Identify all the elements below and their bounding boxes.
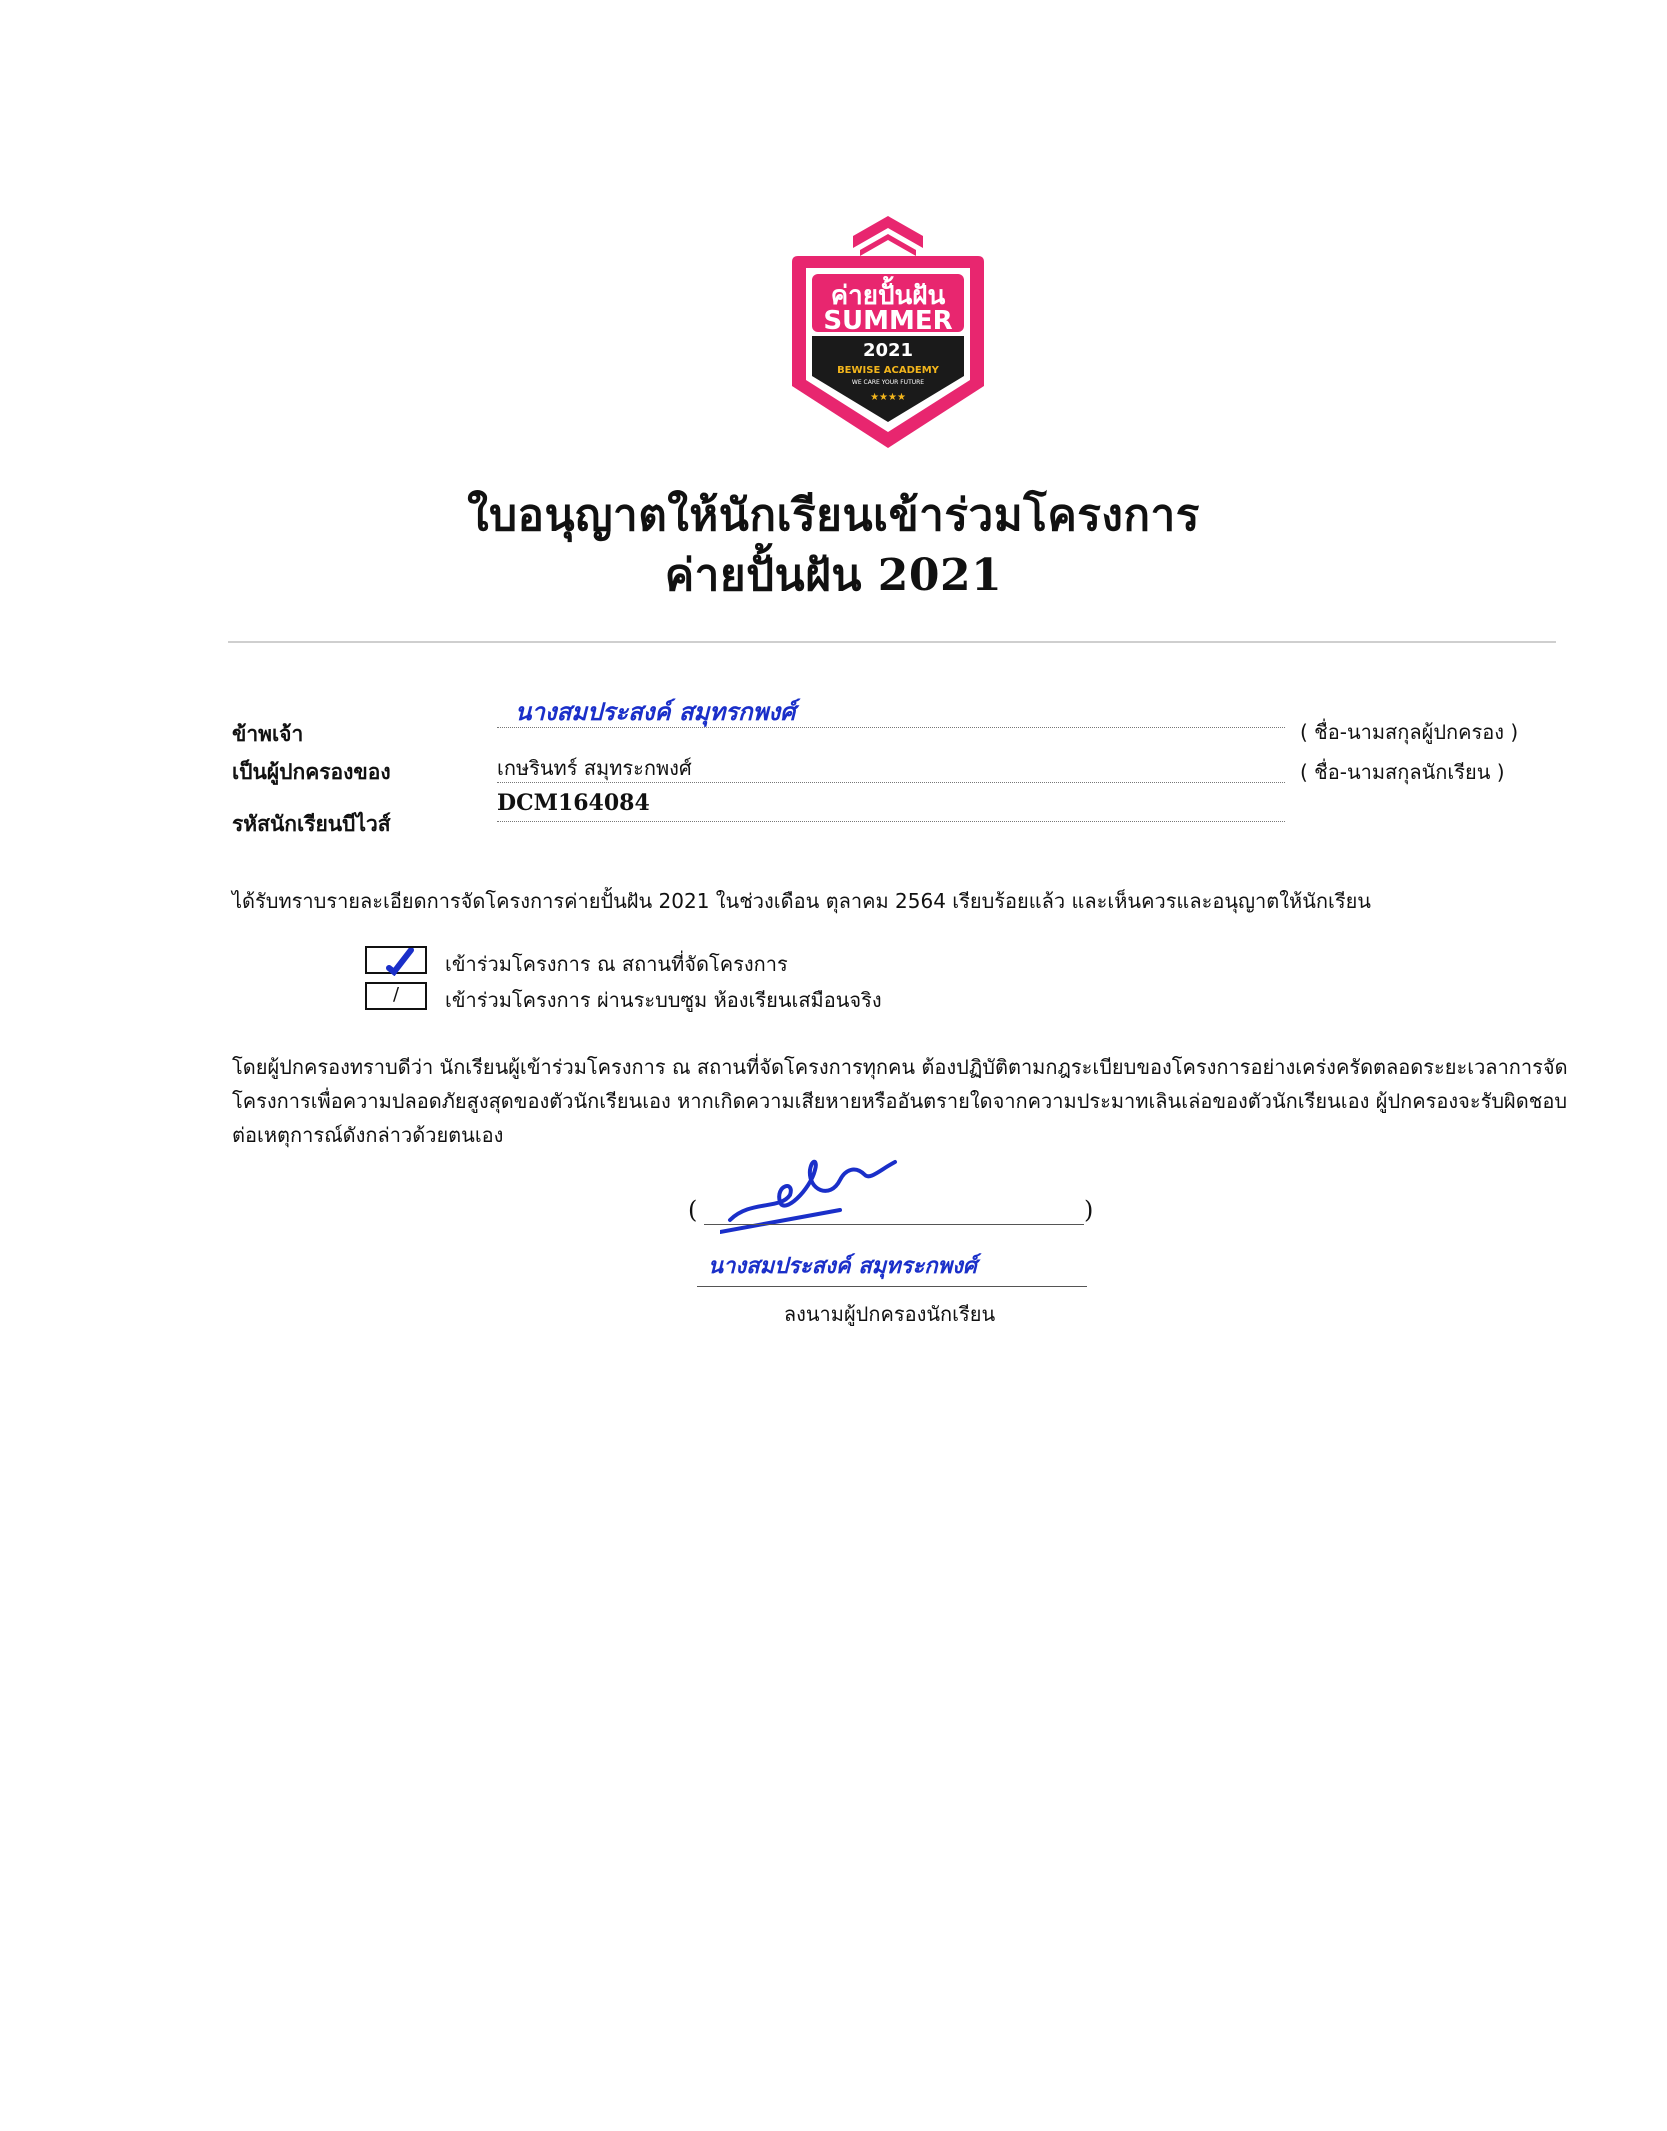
camp-logo	[788, 216, 988, 460]
option-zoom-label: เข้าร่วมโครงการ ผ่านระบบซูม ห้องเรียนเสมือนจริง	[445, 988, 882, 1012]
logo-org: BEWISE ACADEMY	[837, 365, 939, 376]
guardian-name-value[interactable]: นางสมประสงค์ สมุทรกพงศ์	[515, 697, 796, 726]
logo-tagline: WE CARE YOUR FUTURE	[851, 379, 925, 386]
signature-open-paren: (	[688, 1196, 698, 1224]
student-name-hint: ( ชื่อ-นามสกุลนักเรียน )	[1300, 760, 1505, 784]
student-name-label: เป็นผู้ปกครองของ	[232, 759, 391, 784]
consent-statement: ได้รับทราบรายละเอียดการจัดโครงการค่ายปั้นฝัน 2021 ในช่วงเดือน ตุลาคม 2564 เรียบร้อยแล้ว และเห็นควรและอนุญาตให้นักเรียน	[232, 889, 1371, 913]
guardian-disclaimer: โดยผู้ปกครองทราบดีว่า นักเรียนผู้เข้าร่วมโครงการ ณ สถานที่จัดโครงการทุกคน ต้องปฏิบัติตามกฎระเบียบของโครงการอย่างเคร่งครัดตลอดระยะเวลาการจัดโครงการเพื่อความปลอดภัยสูงสุดของตัวนักเรียนเอง หากเกิดความเสียหายหรืออันตรายใดจากความประมาทเลินเล่อของตัวนักเรียนเอง ผู้ปกครองจะรับผิดชอบต่อเหตุการณ์ดังกล่าวด้วยตนเอง	[232, 1055, 1568, 1147]
signature-printed-name[interactable]: นางสมประสงค์ สมุทระกพงศ์	[708, 1253, 977, 1279]
signature-underline	[704, 1224, 1084, 1225]
logo-summer: SUMMER	[823, 306, 953, 336]
guardian-name-line	[497, 727, 1285, 728]
printed-name-line	[697, 1286, 1087, 1287]
option-zoom-checkbox[interactable]	[365, 982, 427, 1010]
logo-year: 2021	[862, 340, 914, 361]
option-zoom-mark: /	[392, 984, 400, 1005]
student-name-value[interactable]: เกษรินทร์ สมุทระกพงศ์	[497, 756, 692, 780]
option-onsite-label: เข้าร่วมโครงการ ณ สถานที่จัดโครงการ	[445, 952, 788, 976]
signature-scribble	[720, 1140, 920, 1240]
divider	[228, 641, 1556, 643]
document-title: ใบอนุญาตให้นักเรียนเข้าร่วมโครงการ	[467, 490, 1200, 541]
signature-caption: ลงนามผู้ปกครองนักเรียน	[783, 1302, 996, 1326]
student-id-label: รหัสนักเรียนบีไวส์	[232, 811, 391, 836]
student-id-line	[497, 821, 1285, 822]
checkmark-icon	[367, 948, 429, 976]
logo-stars: ★★★★	[870, 392, 906, 403]
document-subtitle: ค่ายปั้นฝัน 2021	[664, 550, 1003, 601]
option-onsite-checkbox[interactable]	[365, 946, 427, 974]
guardian-name-label: ข้าพเจ้า	[232, 721, 304, 746]
student-name-line	[497, 782, 1285, 783]
signature-close-paren: )	[1084, 1196, 1094, 1224]
student-id-value[interactable]: DCM164084	[497, 790, 650, 816]
logo-thai-title: ค่ายปั้นฝัน	[830, 281, 946, 311]
guardian-name-hint: ( ชื่อ-นามสกุลผู้ปกครอง )	[1300, 720, 1519, 744]
